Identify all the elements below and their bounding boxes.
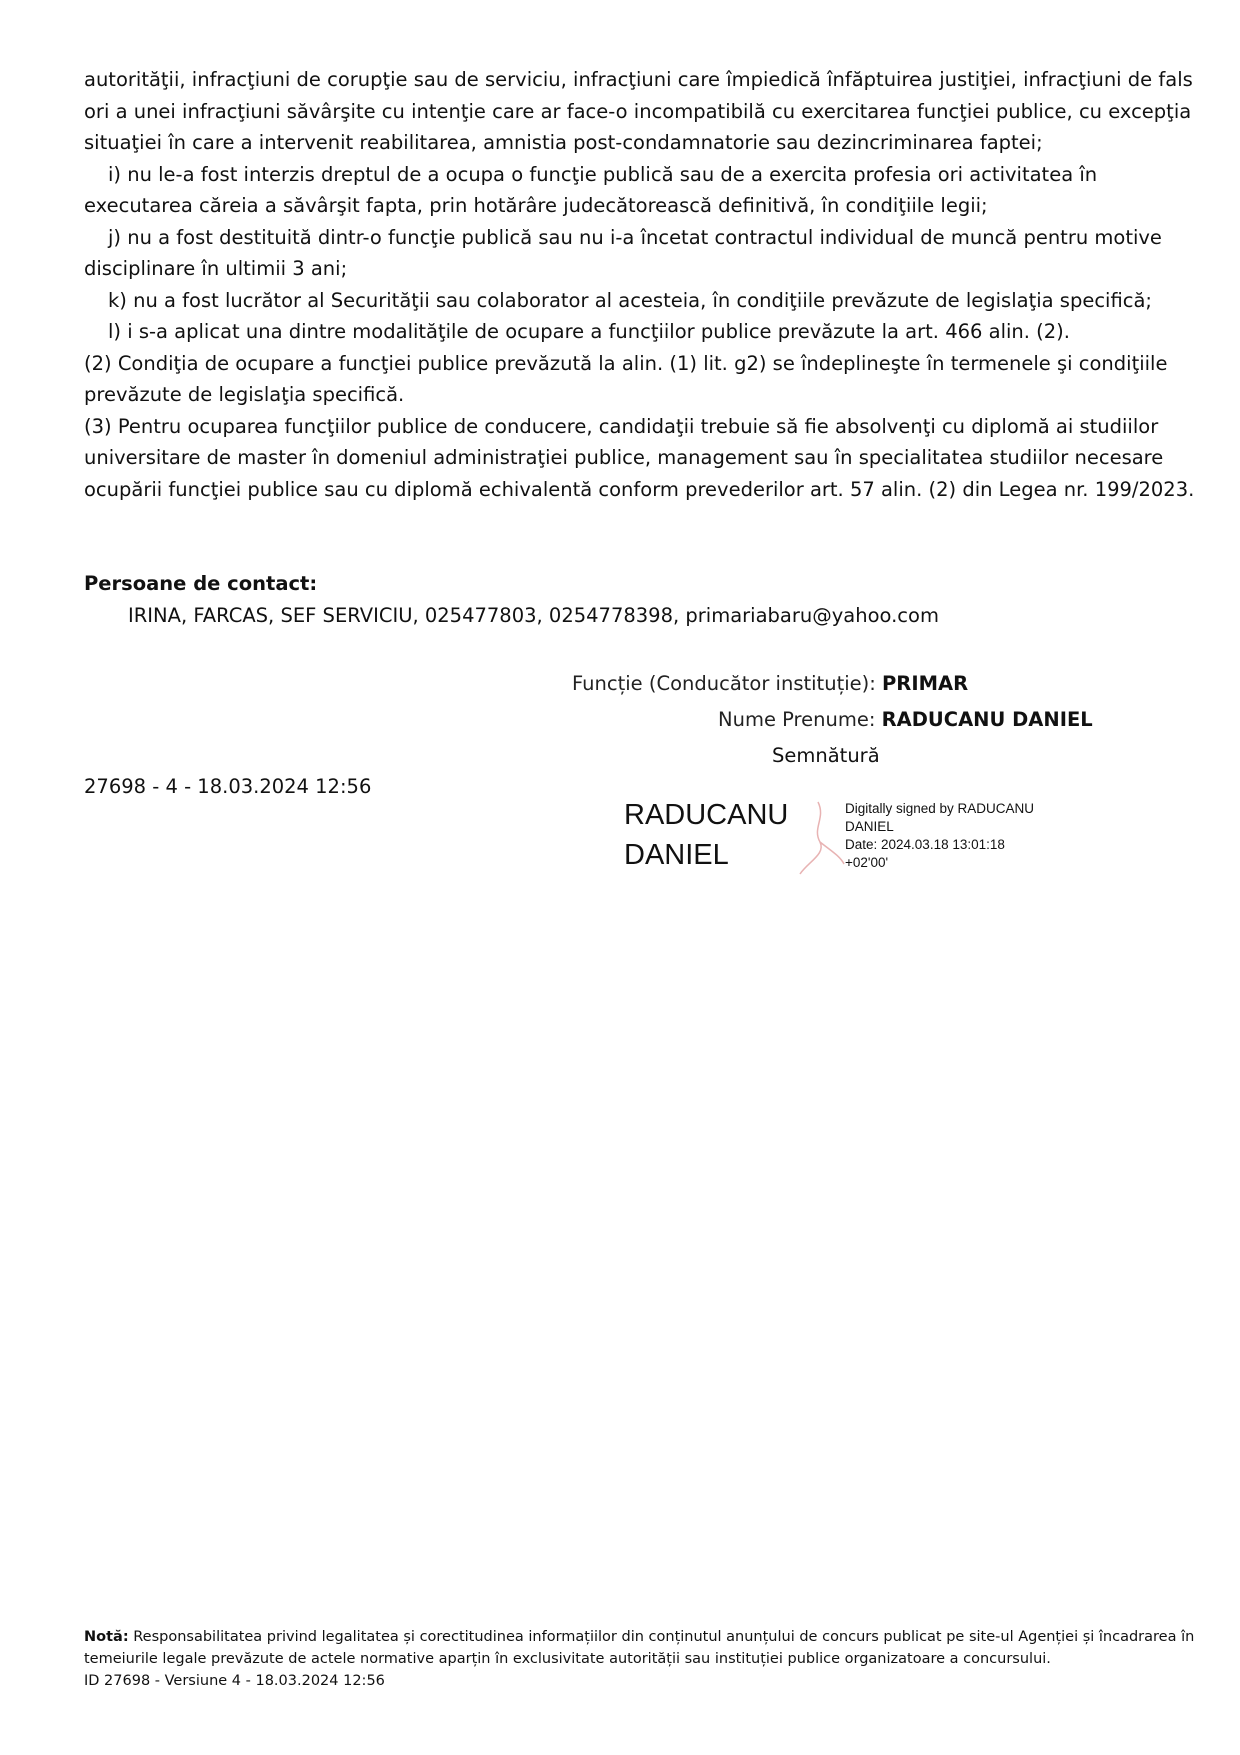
document-reference: 27698 - 4 - 18.03.2024 12:56: [84, 775, 372, 798]
signer-name-line2: DANIEL: [624, 839, 729, 871]
function-row: [572, 672, 968, 695]
signature-label: Semnătură: [772, 744, 880, 767]
paragraph-2: (2) Condiţia de ocupare a funcţiei publice prevăzută la alin. (1) lit. g2) se îndeplineşte în termenele şi condiţiile prevăzute de legislaţia specifică.: [84, 351, 1168, 406]
item-l: l) i s-a aplicat una dintre modalităţile de ocupare a funcţiilor publice prevăzute la art. 466 alin. (2).: [108, 320, 1070, 343]
item-k: k) nu a fost lucrător al Securităţii sau colaborator al acesteia, în condiţiile prevăzute de legislaţia specifică;: [108, 288, 1152, 312]
item-i: i) nu le-a fost interzis dreptul de a ocupa o funcţie publică sau de a exercita profesia ori activitatea în executarea căreia a săvârşit fapta, prin hotărâre judecătorească definitivă, în condiţiile legii;: [84, 162, 1098, 217]
item-j: j) nu a fost destituită dintr-o funcţie publică sau nu i-a încetat contractul individual de muncă pentru motive disciplinare în ultimii 3 ani;: [84, 225, 1162, 280]
signature-mark-icon: [796, 798, 846, 878]
digital-line-4: +02'00': [845, 855, 889, 870]
digital-signature-details: [845, 800, 1075, 872]
name-row: [718, 708, 1093, 731]
function-value: PRIMAR: [882, 672, 969, 695]
name-value: RADUCANU DANIEL: [881, 708, 1093, 731]
note-label: Notă:: [84, 1629, 129, 1645]
signer-name-line1: RADUCANU: [624, 799, 789, 831]
contact-title: Persoane de contact:: [84, 572, 318, 595]
body-text: [84, 64, 1204, 505]
digital-line-3: Date: 2024.03.18 13:01:18: [845, 837, 1005, 852]
paragraph-3: (3) Pentru ocuparea funcţiilor publice de conducere, candidaţii trebuie să fie absolvenţi cu diplomă ai studiilor universitare de master în domeniul administraţiei publice, management sau în specialitatea studiilor necesare ocupării funcţiei publice sau cu diplomă echivalentă conform prevederilor art. 57 alin. (2) din Legea nr. 199/2023.: [84, 414, 1195, 501]
footer-note: [84, 1626, 1204, 1692]
signer-name: [624, 795, 788, 875]
name-label: Nume Prenume:: [718, 708, 876, 731]
note-text: Responsabilitatea privind legalitatea și corectitudinea informațiilor din conținutul anunțului de concurs publicat pe site-ul Agenției și încadrarea în temeiurile legale prevăzute de actele normative aparțin în exclusivitate autorității sau instituției publice organizatoare a concursului.: [84, 1629, 1195, 1667]
contact-line: IRINA, FARCAS, SEF SERVICIU, 025477803, 0254778398, primariabaru@yahoo.com: [128, 603, 939, 627]
contact-section: [84, 568, 1204, 631]
digital-line-2: DANIEL: [845, 819, 894, 834]
digital-line-1: Digitally signed by RADUCANU: [845, 801, 1035, 816]
function-label: Funcție (Conducător instituție):: [572, 672, 876, 695]
note-paragraph: [84, 1626, 1204, 1670]
paragraph-h-continuation: autorităţii, infracţiuni de corupţie sau de serviciu, infracţiuni care împiedică înfăptuirea justiţiei, infracţiuni de fals ori a unei infracţiuni săvârşite cu intenţie care ar face-o incompatibilă cu exercitarea funcţiei publice, cu excepţia situaţiei în care a intervenit reabilitarea, amnistia post-condamnatorie sau dezincriminarea faptei;: [84, 68, 1193, 154]
note-id-line: ID 27698 - Versiune 4 - 18.03.2024 12:56: [84, 1673, 385, 1689]
